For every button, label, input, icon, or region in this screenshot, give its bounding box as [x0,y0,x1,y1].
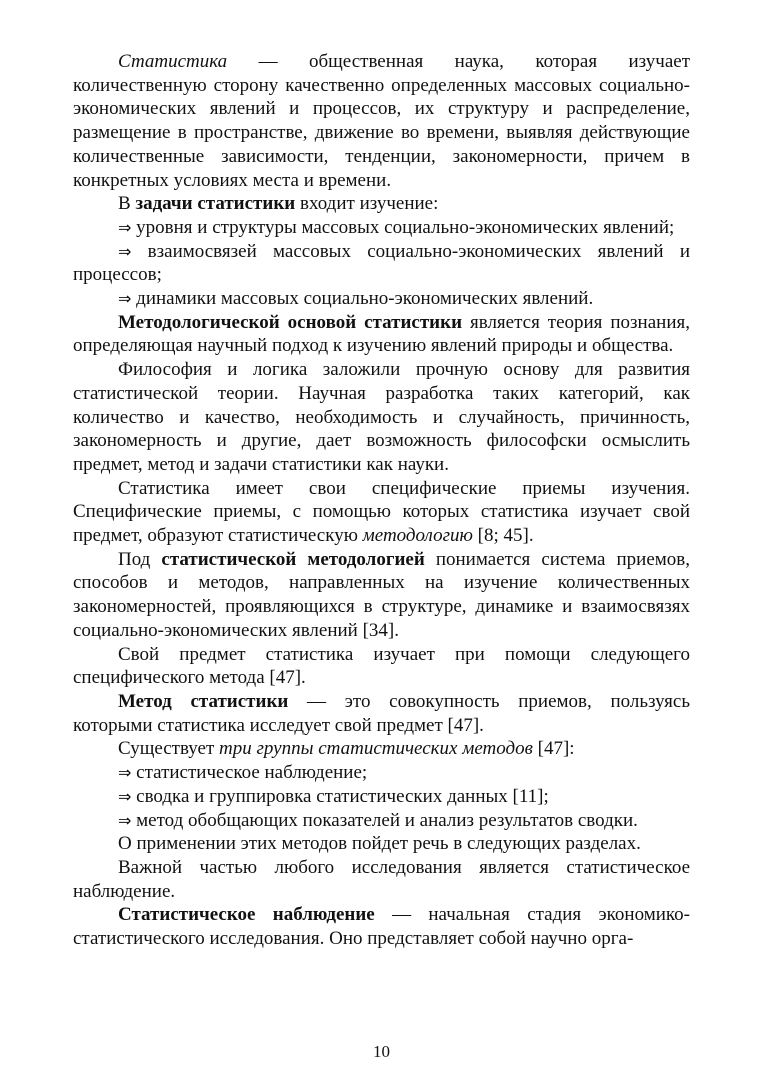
paragraph [73,192,690,216]
arrow-icon: ⇒ [118,786,132,806]
text-run: понимается система приемов, способов и методов, направленных на изучение количественных закономерностей, проявляющихся в структуре, динамике и взаимосвязях социально-экономических явлений [34]. [73,548,690,641]
paragraph [73,856,690,903]
bullet-item [73,240,690,287]
arrow-icon: ⇒ [118,810,132,830]
arrow-icon: ⇒ [118,217,132,237]
text-run: является теория познания, определяющая научный подход к изучению явлений природы и общества. [73,311,690,357]
bullet-item [73,761,690,785]
paragraph [73,643,690,690]
paragraph [73,50,690,192]
bullet-text: сводка и группировка статистических данных [11]; [136,785,549,807]
term-statistical-observation: Статистическое наблюдение [118,904,375,926]
bullet-text: статистическое наблюдение; [136,762,368,784]
paragraph [73,311,690,358]
term-methodological-basis: Методологической основой статистики [118,311,463,333]
text-run: Существует [118,738,220,760]
paragraph [73,477,690,548]
term-tasks: задачи статистики [135,193,296,215]
page-number: 10 [373,1042,390,1061]
bullet-text: метод обобщающих показателей и анализ результатов сводки. [136,809,638,831]
term-method: Метод статистики [118,690,289,712]
text-run: [8; 45]. [472,525,534,547]
paragraph [73,548,690,643]
text-run: — общественная наука, которая изучает количественную сторону качественно определенных массовых социально-экономических явлений и процессов, их структуру и распределение, размещение в пространстве, движение во времени, выявляя действующие количественные зависимости, тенденции, закономерности, причем в конкретных условиях места и времени. [73,51,690,191]
term-statistics: Статистика [118,51,228,72]
text-run: — начальная стадия экономико-статистического исследования. Оно представляет собой научно орга- [73,904,690,950]
text-run: входит изучение: [295,193,439,215]
term-methodology: методологию [362,525,473,547]
arrow-icon: ⇒ [118,241,132,261]
text-run: В [118,193,136,215]
bullet-item [73,809,690,833]
bullet-text: динамики массовых социально-экономических явлений. [136,288,594,310]
page-body [73,50,690,951]
text-run: Под [118,548,162,570]
paragraph [73,737,690,761]
arrow-icon: ⇒ [118,289,132,309]
paragraph [73,832,690,856]
text-run: Важной частью любого исследования является статистическое наблюдение. [73,856,690,902]
paragraph [73,903,690,950]
bullet-item [73,785,690,809]
bullet-text: взаимосвязей массовых социально-экономических явлений и процессов; [73,240,690,286]
bullet-text: уровня и структуры массовых социально-экономических явлений; [136,216,675,238]
text-run: О применении этих методов пойдет речь в следующих разделах. [118,833,641,855]
text-run: Философия и логика заложили прочную основу для развития статистической теории. Научная разработка таких категорий, как количество и качество, необходимость и случайность, причинность, закономерность и другие, дает возможность философски осмыслить предмет, метод и задачи статистики как науки. [73,359,690,475]
paragraph [73,358,690,477]
text-run: Статистика имеет свои специфические приемы изучения. Специфические приемы, с помощью которых статистика изучает свой предмет, образуют статистическую [73,477,690,547]
text-run: — это совокупность приемов, пользуясь которыми статистика исследует свой предмет [47]. [73,690,690,736]
text-run: [47]: [532,738,575,760]
arrow-icon: ⇒ [118,763,132,783]
term-three-groups: три группы статистических методов [219,738,533,760]
bullet-item [73,216,690,240]
bullet-item [73,287,690,311]
term-statistical-methodology: статистической методологией [161,548,425,570]
text-run: Свой предмет статистика изучает при помощи следующего специфического метода [47]. [73,643,690,689]
paragraph [73,690,690,737]
